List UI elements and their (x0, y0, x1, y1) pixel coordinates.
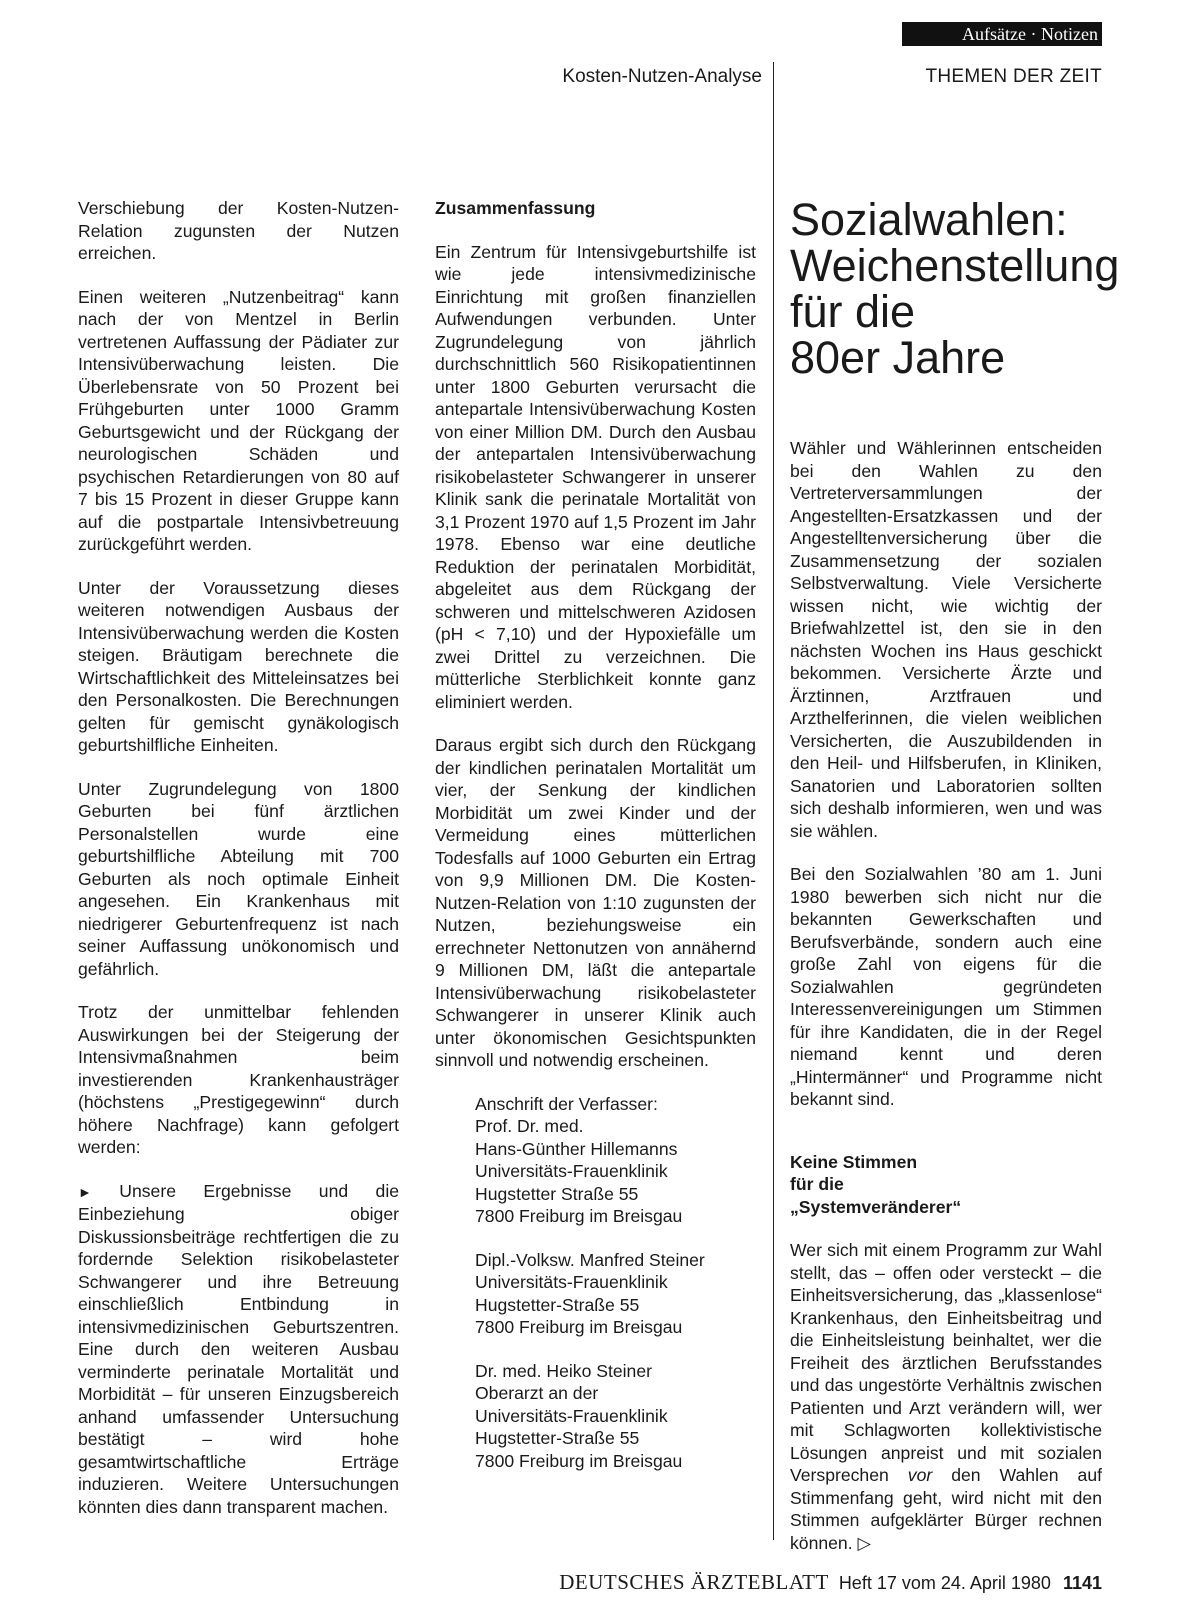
address-block (475, 1093, 756, 1228)
running-head-left: Kosten-Nutzen-Analyse (562, 66, 762, 87)
author-address (475, 1093, 756, 1473)
column-2 (435, 197, 756, 1493)
paragraph: Trotz der unmittelbar fehlenden Auswirkungen bei der Steigerung der Intensivmaßnahmen beim investierenden Krankenhausträger (höchstens „Prestigegewinn“ durch höhere Nachfrage) kann gefolgert werden: (78, 1002, 399, 1157)
arrow-icon: ► (78, 1183, 92, 1200)
column-3 (790, 194, 1120, 1575)
paragraph: Unter Zugrundelegung von 1800 Geburten bei fünf ärztlichen Personalstellen wurde eine geburtshilfliche Abteilung mit 700 Geburten als noch optimale Einheit angesehen. Ein Krankenhaus mit niedrigerer Geburtenfrequenz ist nach seiner Auffassung unökonomisch und gefährlich. (78, 778, 399, 979)
paragraph-text: Wer sich mit einem Programm zur Wahl stellt, das – offen oder versteckt – die Einheitsversicherung, das „klassenlose“ Krankenhaus, den Einheitsbeitrag und die Einheitsleistung beinhaltet, wer die Freiheit des ärztlichen Berufsstandes und das ungestörte Verhältnis zwischen Patienten und Arzt verändern will, wer mit Schlagworten kollektivistische Lösungen anpreist und mit sozialen Versprechen (790, 1240, 1102, 1485)
subheading-line: „Systemveränderer“ (790, 1196, 962, 1217)
title-line: 80er Jahre (790, 332, 1006, 383)
section-badge: Aufsätze · Notizen (902, 22, 1102, 46)
address-line: 7800 Freiburg im Breisgau (475, 1206, 683, 1226)
page-number: 1141 (1062, 1573, 1102, 1593)
address-label: Anschrift der Verfasser: (475, 1093, 658, 1114)
address-line: Hugstetter-Straße 55 (475, 1428, 640, 1448)
issue-info: Heft 17 vom 24. April 1980 (838, 1573, 1051, 1593)
emphasis-vor: vor (907, 1465, 933, 1485)
article-title (790, 194, 1120, 383)
subheading-line: für die (790, 1174, 844, 1194)
address-line: 7800 Freiburg im Breisgau (475, 1317, 683, 1337)
address-line: Hugstetter-Straße 55 (475, 1294, 640, 1315)
paragraph: Daraus ergibt sich durch den Rückgang der kindlichen perinatalen Mortalität um vier, der Senkung der kindlichen Morbidität um zwei Kinder und der Vermeidung eines mütterlichen Todesfalls auf 1000 Geburten ein Ertrag von 9,9 Millionen DM. Die Kosten-Nutzen-Relation von 1:10 zugunsten der Nutzen, beziehungsweise ein errechneter Nettonutzen von annähernd 9 Millionen DM, läßt die antepartale Intensivüberwachung risikobelasteter Schwangerer in unserer Klinik auch unter ökonomischen Gesichtspunkten sinnvoll und notwendig erscheinen. (435, 735, 756, 1070)
address-line: Hans-Günther Hillemanns (475, 1138, 678, 1159)
title-line: Sozialwahlen: (790, 194, 1068, 245)
address-line: Dr. med. Heiko Steiner (475, 1360, 652, 1381)
paragraph: Einen weiteren „Nutzenbeitrag“ kann nach der von Mentzel in Berlin vertretenen Auffassung der Pädiater zur Intensivüberwachung leisten. Die Überlebensrate von 50 Prozent bei Frühgeburten unter 1000 Gramm Geburtsgewicht und der Rückgang der neurologischen Schäden und psychischen Retardierungen von 80 auf 7 bis 15 Prozent in dieser Gruppe kann auf die postpartale Intensivbetreuung zurückgeführt werden. (78, 286, 399, 554)
title-line: für die (790, 286, 916, 337)
running-head-right: THEMEN DER ZEIT (925, 66, 1102, 87)
conclusion-text: Unsere Ergebnisse und die Einbeziehung obiger Diskussionsbeiträge rechtfertigen die zu fordernde Selektion risikobelasteter Schwangerer und ihre Betreuung einschließlich Entbindung in intensivmedizinischen Geburtszentren. Eine durch den weiteren Ausbau verminderte perinatale Mortalität und Morbidität – für unseren Einzugsbereich anhand umfassender Untersuchung bestätigt – wird hohe gesamtwirtschaftliche Erträge induzieren. Weitere Untersuchungen könnten dies dann transparent machen. (78, 1180, 400, 1517)
column-1 (78, 197, 399, 1539)
paragraph: Verschiebung der Kosten-Nutzen-Relation zugunsten der Nutzen erreichen. (78, 198, 399, 263)
continue-arrow-icon: ▷ (857, 1532, 872, 1553)
paragraph: Unter der Voraussetzung dieses weiteren notwendigen Ausbaus der Intensivüberwachung werden die Kosten steigen. Bräutigam berechnete die Wirtschaftlichkeit des Mitteleinsatzes bei den Personalkosten. Die Berechnungen gelten für gemischt gynäkologisch geburtshilfliche Einheiten. (78, 577, 399, 755)
page-footer (465, 1570, 1102, 1595)
subheading (790, 1151, 1102, 1219)
paragraph: Ein Zentrum für Intensivgeburtshilfe ist wie jede intensivmedizinische Einrichtung mit großen finanziellen Aufwendungen verbunden. Unter Zugrundelegung von jährlich durchschnittlich 560 Risikopatientinnen unter 1800 Geburten verursacht die antepartale Intensivüberwachung Kosten von einer Million DM. Durch den Ausbau der antepartalen Intensivüberwachung risikobelasteter Schwangerer in unserer Klinik sank die perinatale Mortalität von 3,1 Prozent 1970 auf 1,5 Prozent im Jahr 1978. Ebenso war eine deutliche Reduktion der perinatalen Morbidität, abgeleitet aus dem Rückgang der schweren und mittelschweren Azidosen (pH < 7,10) und der Hypoxiefälle um zwei Drittel zu verzeichnen. Die mütterliche Sterblichkeit konnte ganz eliminiert werden. (435, 241, 756, 712)
column-divider (773, 62, 774, 1540)
address-line: 7800 Freiburg im Breisgau (475, 1450, 683, 1471)
conclusion-paragraph (78, 1180, 399, 1519)
paragraph-text: den Wahlen auf Stimmenfang geht, wird nicht mit den Stimmen aufgeklärter Bürger rechnen können. (790, 1465, 1102, 1553)
summary-heading: Zusammenfassung (435, 198, 596, 218)
journal-name: DEUTSCHES ÄRZTEBLATT (559, 1570, 829, 1594)
subheading-line: Keine Stimmen (790, 1151, 918, 1172)
address-line: Dipl.-Volksw. Manfred Steiner (475, 1249, 705, 1270)
address-line: Universitäts-Frauenklinik (475, 1405, 668, 1426)
address-line: Oberarzt an der (475, 1383, 599, 1403)
address-line: Prof. Dr. med. (475, 1116, 584, 1136)
address-block (475, 1249, 756, 1339)
address-line: Universitäts-Frauenklinik (475, 1272, 668, 1292)
paragraph: Wähler und Wählerinnen entscheiden bei den Wahlen zu den Vertreterversammlungen der Angestellten-Ersatzkassen und der Angestelltenversicherung über die Zusammensetzung der sozialen Selbstverwaltung. Viele Versicherte wissen nicht, wie wichtig der Briefwahlzettel ist, den sie in den nächsten Wochen ins Haus geschickt bekommen. Versicherte Ärzte und Ärztinnen, Arztfrauen und Arzthelferinnen, die vielen weiblichen Versicherten, die Auszubildenden in den Heil- und Hilfsberufen, in Kliniken, Sanatorien und Laboratorien sollten sich deshalb informieren, wen und was sie wählen. (790, 438, 1102, 841)
address-line: Universitäts-Frauenklinik (475, 1161, 668, 1181)
paragraph (790, 1239, 1102, 1554)
address-line: Hugstetter Straße 55 (475, 1183, 639, 1204)
address-block (475, 1360, 756, 1473)
paragraph: Bei den Sozialwahlen ’80 am 1. Juni 1980 bewerben sich nicht nur die bekannten Gewerkschaften und Berufsverbände, sondern auch eine große Zahl von eigens für die Sozialwahlen gegründeten Interessenvereinigungen um Stimmen für ihre Kandidaten, die in der Regel niemand kennt und deren „Hintermänner“ und Programme nicht bekannt sind. (790, 864, 1102, 1109)
title-line: Weichenstellung (790, 240, 1120, 291)
